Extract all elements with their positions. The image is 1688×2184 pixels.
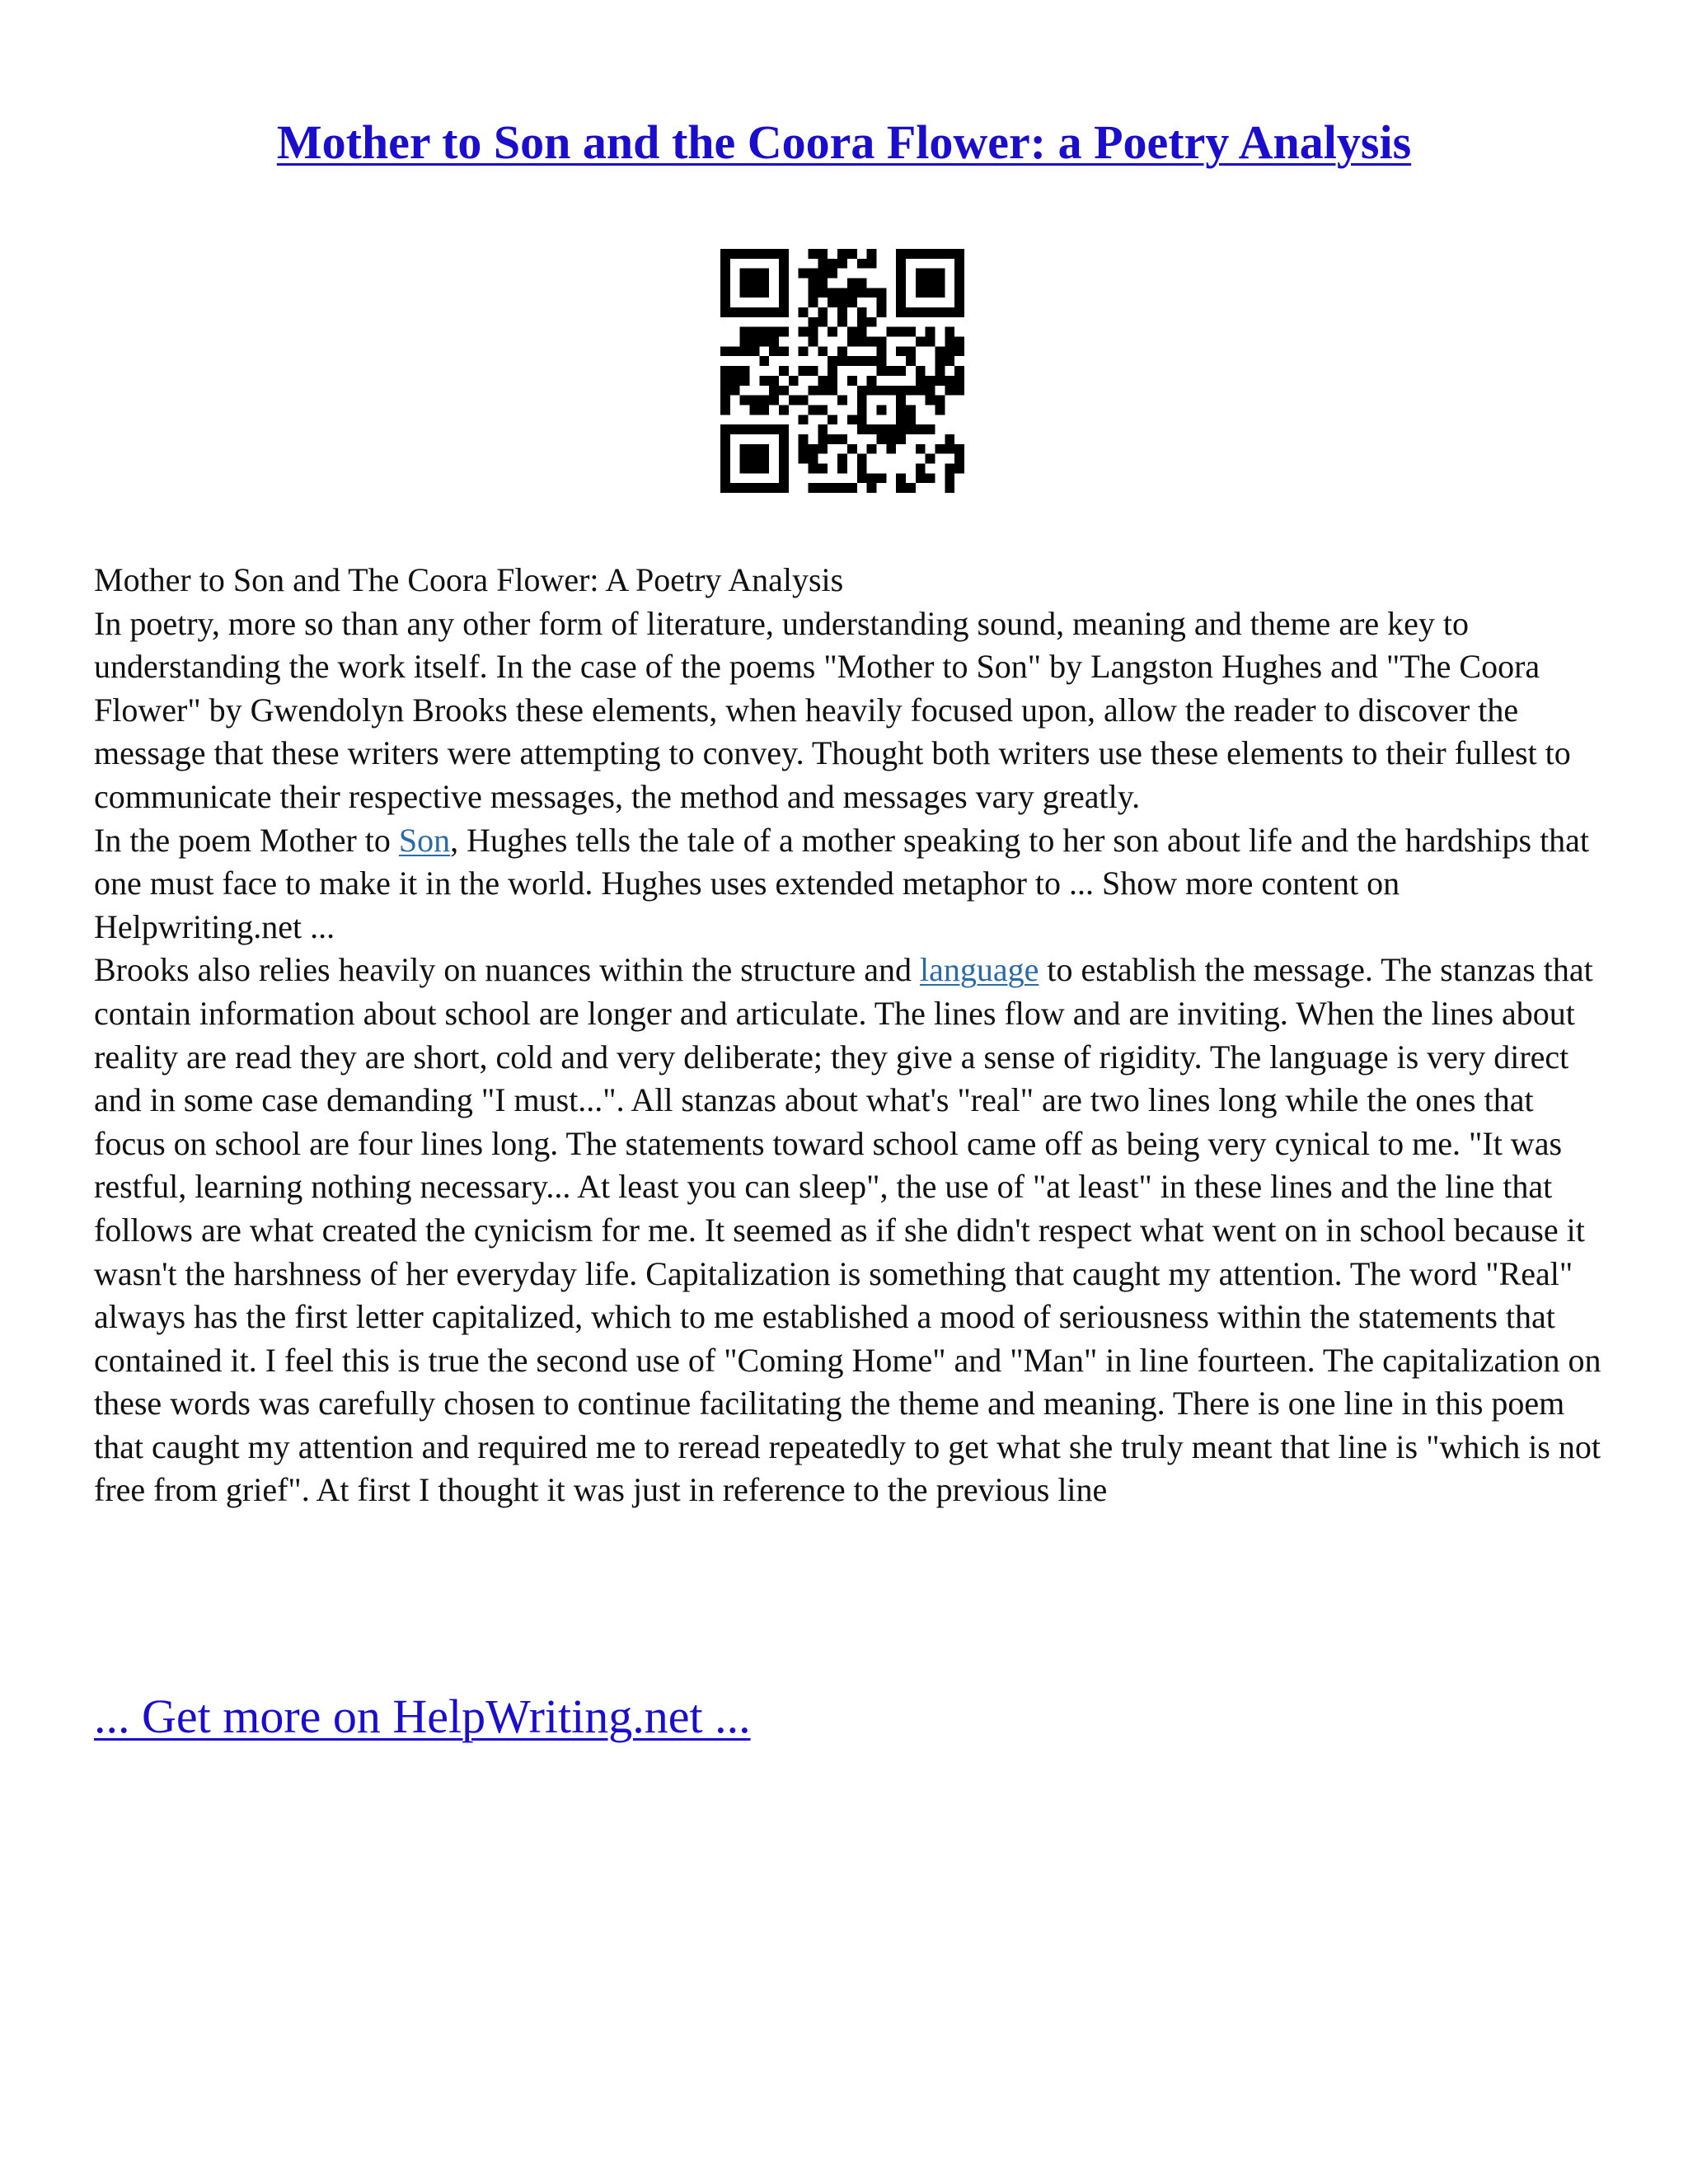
article-heading: Mother to Son and The Coora Flower: A Poetry Analysis (94, 561, 844, 598)
paragraph-2-text-after: , Hughes tells the tale of a mother speaking to her son about life and the hardships that one must face to make it in the world. Hughes uses extended metaphor to ... Show more content on Helpwriting.net ... (94, 821, 1590, 945)
paragraph-2-text-before: In the poem Mother to (94, 821, 399, 859)
language-link[interactable]: language (919, 951, 1039, 989)
title-container (0, 114, 1688, 171)
document-title-link[interactable]: Mother to Son and the Coora Flower: a Poetry Analysis (276, 115, 1412, 169)
paragraph-3-text-before: Brooks also relies heavily on nuances within the structure and (94, 951, 920, 989)
paragraph-3-text-after: to establish the message. The stanzas that contain information about school are longer and articulate. The lines flow and are inviting. When the lines about reality are read they are short, cold and very deliberate; they give a sense of rigidity. The language is very direct and in some case demanding "I must...". All stanzas about what's "real" are two lines long while the ones that focus on school are four lines long. The statements toward school came off as being very cynical to me. "It was restful, learning nothing necessary... At least you can sleep", the use of "at least" in these lines and the line that follows are what created the cynicism for me. It seemed as if she didn't respect what went on in school because it wasn't the harshness of her everyday life. Capitalization is something that caught my attention. The word "Real" always has the first letter capitalized, which to me established a mood of seriousness within the statements that contained it. I feel this is true the second use of "Coming Home" and "Man" in line fourteen. The capitalization on these words was carefully chosen to continue facilitating the theme and meaning. There is one line in this poem that caught my attention and required me to reread repeatedly to get what she truly meant that line is "which is not free from grief". At first I thought it was just in reference to the previous line (94, 951, 1601, 1509)
son-link[interactable]: Son (398, 821, 451, 859)
footer-link-container (94, 1688, 751, 1746)
qr-code-icon (720, 249, 964, 493)
get-more-link[interactable]: ... Get more on HelpWriting.net ... (94, 1690, 751, 1743)
paragraph-intro: In poetry, more so than any other form of literature, understanding sound, meaning and theme are key to understanding the work itself. In the case of the poems "Mother to Son" by Langston Hughes and "The Coora Flower" by Gwendolyn Brooks these elements, when heavily focused upon, allow the reader to discover the message that these writers were attempting to convey. Thought both writers use these elements to their fullest to communicate their respective messages, the method and messages vary greatly. (94, 604, 1571, 815)
paragraph-brooks (94, 949, 1602, 1512)
paragraph-mother-to-son (94, 819, 1602, 949)
article-body (94, 559, 1602, 1512)
